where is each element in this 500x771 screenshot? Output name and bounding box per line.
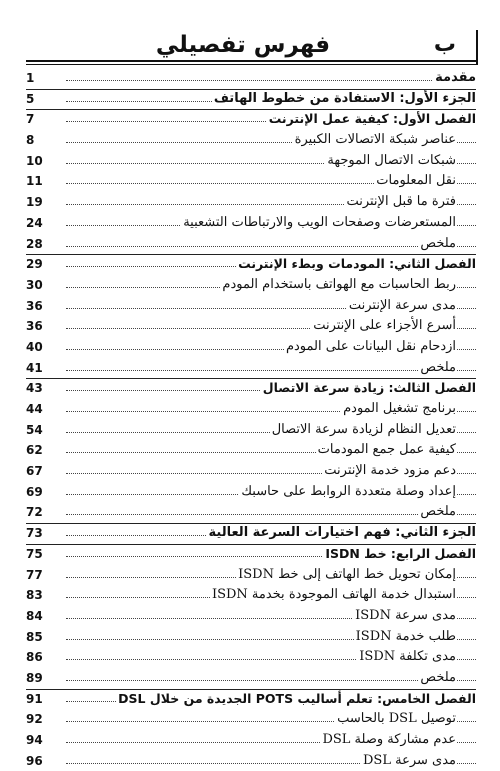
toc-section-row (26, 337, 476, 358)
entry-page-number: 10 (26, 153, 43, 168)
entry-page-number: 94 (26, 733, 43, 747)
entry-page-number: 40 (26, 339, 43, 354)
toc-section-row (26, 213, 476, 234)
entry-page-number: 67 (26, 464, 43, 479)
entry-page-number: 62 (26, 443, 43, 458)
toc-section-row (26, 565, 476, 586)
entry-title: ملخص (420, 359, 456, 375)
toc-section-row (26, 358, 476, 379)
entry-title: عدم مشاركة وصلة DSL (322, 732, 456, 747)
toc-chapter-row (26, 109, 476, 130)
page-letter: ب (433, 32, 456, 57)
entry-page-number: 83 (26, 588, 43, 603)
toc-section-row (26, 606, 476, 627)
dot-leader (66, 514, 476, 515)
entry-title: مدى سرعة ISDN (355, 607, 456, 623)
entry-page-number: 92 (26, 712, 43, 727)
entry-title: ملخص (420, 504, 456, 520)
entry-title: برنامج تشغيل المودم (343, 401, 456, 416)
dot-leader (66, 370, 476, 371)
toc-section-row (26, 709, 476, 730)
entry-page-number: 29 (26, 257, 43, 272)
entry-title: فترة ما قبل الإنترنت (346, 194, 456, 210)
entry-page-number: 86 (26, 650, 43, 665)
entry-page-number: 11 (26, 174, 43, 189)
entry-title: الجزء الأول: الاستفادة من خطوط الهاتف (213, 90, 476, 106)
entry-page-number: 54 (26, 422, 43, 437)
entry-page-number: 41 (26, 360, 43, 375)
entry-title: دعم مزود خدمة الإنترنت (324, 463, 456, 479)
toc-section-row (26, 502, 476, 523)
toc-section-row (26, 171, 476, 192)
toc-section-row (26, 668, 476, 689)
entry-title: الفصل الثالث: زيادة سرعة الاتصال (262, 380, 476, 396)
entry-page-number: 30 (26, 277, 43, 292)
entry-page-number: 43 (26, 381, 43, 396)
entry-page-number: 5 (26, 91, 35, 106)
entry-title: كيفية عمل جمع المودمات (317, 442, 456, 458)
toc-chapter-row (26, 689, 476, 710)
entry-title: الفصل الرابع: خط ISDN (325, 545, 476, 561)
toc-section-row (26, 130, 476, 151)
entry-title: الجزء الثاني: فهم اختيارات السرعة العالية (208, 525, 476, 541)
entry-title: إعداد وصلة متعددة الروابط على حاسبك (241, 483, 456, 499)
toc-section-row (26, 751, 476, 771)
entry-page-number: 77 (26, 567, 43, 582)
entry-page-number: 44 (26, 402, 43, 416)
entry-page-number: 72 (26, 505, 43, 520)
entry-page-number: 73 (26, 526, 43, 541)
header-rule (26, 60, 478, 62)
toc-section-row (26, 730, 476, 751)
entry-page-number: 91 (26, 691, 43, 706)
entry-title: مدى سرعة الإنترنت (348, 297, 456, 313)
entry-page-number: 28 (26, 236, 43, 251)
entry-title: استبدال خدمة الهاتف الموجودة بخدمة ISDN (211, 587, 456, 603)
toc-part-row (26, 89, 476, 110)
toc-section-row (26, 192, 476, 213)
entry-page-number: 85 (26, 629, 43, 644)
entry-title: ربط الحاسبات مع الهواتف باستخدام المودم (222, 276, 456, 292)
entry-page-number: 36 (26, 319, 43, 334)
entry-page-number: 1 (26, 71, 35, 85)
entry-title: نقل المعلومات (376, 173, 456, 189)
header-rule-thin (26, 64, 478, 65)
toc-section-row (26, 399, 476, 420)
entry-title: الفصل الخامس: تعلم أساليب POTS الجديدة من خلال DSL (118, 690, 476, 706)
toc-chapter-row (26, 254, 476, 275)
entry-page-number: 69 (26, 484, 43, 499)
entry-title: ملخص (420, 235, 456, 251)
toc-part-row (26, 523, 476, 544)
entry-title: المستعرضات وصفحات الويب والارتباطات التشعبية (183, 214, 456, 230)
toc-chapter-row (26, 544, 476, 565)
entry-page-number: 96 (26, 753, 43, 768)
dot-leader (66, 680, 476, 681)
entry-page-number: 7 (26, 112, 35, 127)
entry-title: الفصل الثاني: المودمات وبطء الإنترنت (238, 256, 476, 272)
toc-section-row (26, 151, 476, 172)
entry-title: أسرع الأجزاء على الإنترنت (313, 318, 456, 334)
toc-section-row (26, 234, 476, 255)
toc-section-row (26, 440, 476, 461)
entry-title: مدى سرعة DSL (363, 752, 456, 768)
toc-section-row (26, 585, 476, 606)
entry-page-number: 24 (26, 215, 43, 230)
toc-section-row (26, 275, 476, 296)
entry-page-number: 8 (26, 133, 35, 148)
entry-title: مدى تكلفة ISDN (359, 649, 456, 665)
entry-title: تعديل النظام لزيادة سرعة الاتصال (271, 421, 456, 437)
toc-part-row (26, 68, 476, 89)
entry-page-number: 19 (26, 195, 43, 210)
page-title: فهرس تفصيلي (155, 32, 331, 58)
entry-title: شبكات الاتصال الموجهة (327, 152, 456, 168)
page-header (26, 26, 460, 60)
toc-section-row (26, 627, 476, 648)
entry-title: ملخص (420, 669, 456, 685)
entry-title: عناصر شبكة الاتصالات الكبيرة (294, 132, 456, 148)
toc-chapter-row (26, 378, 476, 399)
entry-page-number: 75 (26, 546, 43, 561)
entry-page-number: 84 (26, 608, 43, 623)
entry-title: طلب خدمة ISDN (355, 628, 456, 644)
dot-leader (66, 246, 476, 247)
margin-rule (476, 30, 478, 64)
table-of-contents (26, 68, 476, 768)
entry-page-number: 89 (26, 670, 43, 685)
dot-leader (66, 80, 476, 81)
toc-section-row (26, 461, 476, 482)
entry-page-number: 36 (26, 298, 43, 313)
entry-title: الفصل الأول: كيفية عمل الإنترنت (268, 111, 476, 127)
toc-section-row (26, 420, 476, 441)
entry-title: توصيل DSL بالحاسب (337, 711, 456, 727)
entry-title: ازدحام نقل البيانات على المودم (285, 338, 456, 354)
toc-section-row (26, 296, 476, 317)
toc-section-row (26, 647, 476, 668)
entry-title: إمكان تحويل خط الهاتف إلى خط ISDN (238, 566, 456, 582)
entry-title: مقدمة (435, 70, 476, 85)
toc-section-row (26, 316, 476, 337)
toc-section-row (26, 482, 476, 503)
